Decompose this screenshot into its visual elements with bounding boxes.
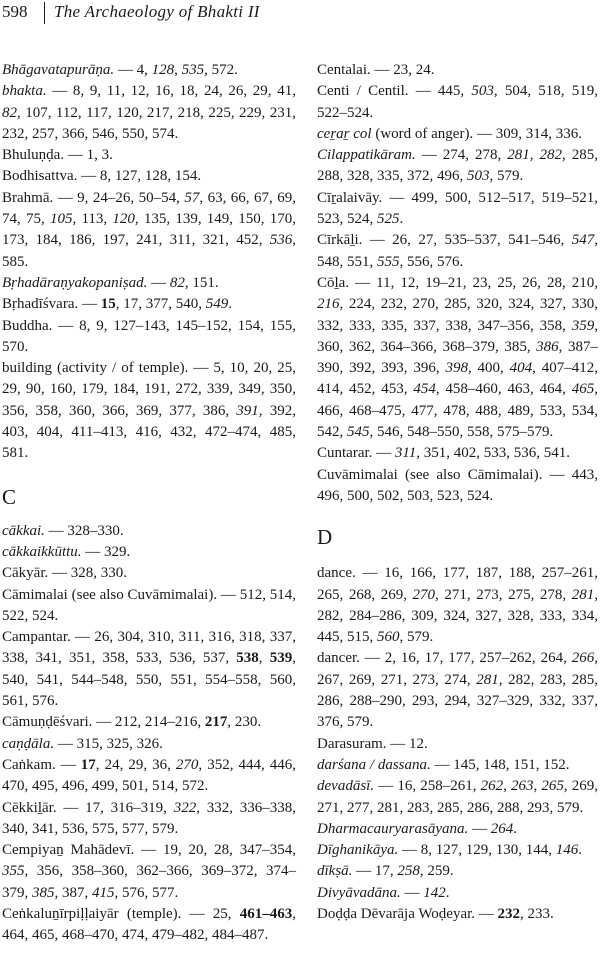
italic-text: 120 — [112, 211, 135, 228]
index-entry — [2, 585, 296, 628]
italic-text: 258 — [397, 863, 420, 880]
entry-text: , 271, 273, 275, 278, — [435, 586, 572, 603]
italic-text: 536 — [269, 232, 293, 249]
entry-text: , — [174, 62, 182, 78]
entry-text: Darasuram. — 12. — [317, 735, 428, 752]
entry-text: Cākyār. — 328, 330. — [2, 565, 127, 582]
italic-text: 270 — [175, 756, 199, 773]
entry-text: , 259. — [419, 863, 454, 880]
entry-text: Cuvāmimalai (see also Cāmimalai). — 443, 496, 500, 502, 503, 523, 524. — [317, 466, 598, 504]
index-entry — [317, 60, 598, 81]
entry-text: — — [147, 274, 170, 291]
italic-text: 266 — [571, 650, 595, 667]
italic-text: 355 — [2, 863, 25, 880]
entry-text: , 458–460, 463, 464, — [435, 381, 572, 398]
entry-text: Brahmā. — 9, 24–26, 50–54, — [2, 189, 185, 206]
italic-text: 503 — [467, 168, 490, 185]
italic-text: 322 — [173, 799, 197, 816]
index-entry — [317, 819, 598, 840]
index-entry — [2, 734, 296, 755]
entry-text: , 107, 112, 117, 120, 217, 218, 225, 229, 231, 232, 257, 366, 546, 550, 574. — [2, 104, 296, 142]
entry-text: , 352, 444, 446, 470, 495, 496, 499, 501, 514, 572. — [2, 756, 297, 795]
entry-text: — 8, 127, 129, 130, 144, — [398, 842, 556, 859]
entry-text: . — [578, 842, 582, 859]
index-entry — [2, 904, 296, 947]
italic-text: cākkai. — [2, 522, 45, 539]
entry-text: , 267, 269, 271, 273, 274, — [317, 650, 598, 688]
index-column-left — [2, 60, 296, 947]
entry-text: , 135, 139, 149, 150, 170, 173, 184, 186, 197, 241, 311, 321, 452, — [2, 211, 297, 249]
entry-text: (word of anger). — 309, 314, 336. — [371, 125, 582, 142]
italic-text: Dīghanikāya. — [317, 842, 399, 859]
entry-text: Bodhisattva. — 8, 127, 128, 154. — [2, 168, 202, 185]
italic-text: 281 — [507, 147, 530, 164]
index-entry — [317, 81, 598, 124]
entry-text: — 8, 9, 11, 12, 16, 18, 24, 26, 29, 41, — [46, 83, 296, 100]
entry-text: . — [399, 211, 404, 228]
italic-text: 503 — [471, 83, 494, 100]
entry-text: , 351, 402, 533, 536, 541. — [416, 445, 571, 462]
entry-text: , 556, 576. — [399, 253, 464, 270]
entry-text: Caṅkam. — — [2, 756, 81, 773]
entry-text: , 576, 577. — [114, 884, 179, 901]
italic-text: 216 — [317, 296, 340, 313]
italic-text: Bhāgavatapurāṇa. — [2, 62, 115, 78]
entry-text: — 329. — [81, 543, 131, 560]
italic-text: 454 — [413, 381, 436, 398]
italic-text: Bṛhadāraṇyakopaniṣad. — [2, 274, 148, 291]
italic-text: 555 — [377, 253, 400, 270]
page-number: 598 — [2, 2, 28, 21]
index-entry — [2, 294, 296, 315]
italic-text: 525 — [377, 211, 400, 228]
entry-text: , 400, — [467, 360, 510, 377]
index-entry — [317, 840, 598, 861]
italic-text: 560 — [377, 629, 400, 646]
index-entry — [2, 840, 296, 904]
italic-text: 264 — [490, 820, 514, 837]
bold-text: 17 — [80, 756, 96, 773]
italic-text: bhakta. — [2, 83, 47, 100]
index-entry — [2, 81, 296, 145]
entry-text: , 269, 271, 277, 281, 283, 285, 286, 288, 293, 579. — [317, 778, 599, 816]
entry-text: Centi / Centil. — 445, — [317, 83, 472, 100]
entry-text: , 151. — [184, 274, 219, 291]
bold-text: 538 — [236, 650, 259, 667]
entry-text: , 224, 232, 270, 285, 320, 324, 327, 330, 332, 333, 335, 337, 338, 347–356, 358, — [317, 296, 598, 334]
index-entry — [317, 145, 598, 188]
entry-text: Cāmuṇḍēśvari. — 212, 214–216, — [2, 714, 205, 731]
entry-text: — 328–330. — [44, 522, 124, 539]
entry-text: , 113, — [72, 211, 113, 228]
entry-text: Cōḻa. — 11, 12, 19–21, 23, 25, 26, 28, 210, — [317, 274, 598, 291]
italic-text: 547 — [571, 232, 595, 249]
index-entry — [317, 648, 598, 733]
italic-text: 265 — [541, 778, 564, 795]
entry-text: , 464, 465, 468–470, 474, 479–482, 484–487. — [2, 905, 296, 944]
italic-text: Dharmacauryarasāyana. — [317, 820, 469, 837]
index-entry — [317, 273, 598, 443]
index-entry — [317, 755, 598, 776]
entry-text: — — [400, 884, 424, 901]
entry-text: Bṛhadīśvara. — — [2, 296, 101, 313]
index-entry — [317, 734, 598, 755]
index-entry — [317, 776, 598, 819]
italic-text: caṇḍāla. — [2, 735, 55, 752]
entry-text: , 282, 283, 285, 286, 288–290, 293, 294, 327–329, 332, 337, 376, 579. — [317, 671, 598, 731]
entry-text: , 387–390, 392, 393, 396, — [317, 338, 599, 377]
index-entry — [2, 798, 296, 841]
entry-text: , 24, 29, 36, — [95, 756, 176, 773]
entry-text: — 315, 325, 326. — [54, 735, 163, 752]
italic-text: 391 — [236, 402, 259, 419]
index-entry — [317, 188, 598, 231]
index-entry — [2, 563, 296, 584]
entry-text: , 548, 551, — [317, 232, 598, 270]
entry-text: Cempiyaṉ Mahādevī. — 19, 20, 28, 347–354, — [2, 842, 296, 859]
index-entry — [2, 712, 296, 733]
index-entry — [317, 465, 598, 508]
italic-text: 262 — [480, 778, 504, 795]
italic-text: 128 — [151, 62, 175, 78]
index-entry — [2, 542, 296, 563]
entry-text: — 16, 258–261, — [374, 778, 481, 795]
entry-text: , 546, 548–550, 558, 575–579. — [369, 424, 554, 441]
entry-text: — 145, 148, 151, 152. — [430, 756, 570, 773]
index-entry — [2, 521, 296, 542]
index-entry — [2, 273, 296, 294]
entry-text: , 332, 336–338, 340, 341, 536, 575, 577, 579. — [2, 799, 296, 837]
italic-text: 415 — [92, 884, 115, 901]
index-entry — [317, 230, 598, 273]
italic-text: 282 — [539, 147, 563, 164]
header-divider — [44, 2, 45, 24]
italic-text: Cilappatikāram. — [317, 147, 416, 164]
entry-text: building (activity / of temple). — 5, 10, 20, 25, 29, 90, 160, 179, 184, 191, 272, 339, 349, 350, 356, 358, 360, 366, 369, 377, 386, — [2, 360, 296, 419]
italic-text: devadāsī. — [317, 778, 375, 795]
entry-text: , 585. — [2, 232, 296, 270]
bold-text: 232 — [497, 905, 521, 922]
entry-text: , 540, 541, 544–548, 550, 551, 554–558, 560, 561, 576. — [2, 650, 296, 710]
italic-text: 398 — [445, 360, 468, 377]
index-column-right — [317, 60, 598, 925]
index-entry — [2, 358, 296, 464]
entry-text: , — [258, 650, 270, 667]
index-entry — [2, 60, 296, 81]
index-entry — [2, 166, 296, 187]
entry-text: — — [468, 820, 491, 837]
italic-text: 281 — [476, 671, 499, 688]
entry-text: , 387, — [54, 884, 92, 901]
section-letter: C — [2, 484, 17, 509]
entry-text: , 285, 288, 328, 335, 372, 496, — [317, 147, 599, 185]
entry-text: , 407–412, 414, 452, 453, — [317, 360, 599, 398]
italic-text: 404 — [509, 360, 533, 377]
italic-text: Divyāvadāna. — [317, 884, 401, 901]
entry-text: Buddha. — 8, 9, 127–143, 145–152, 154, 155, 570. — [2, 317, 296, 355]
index-entry — [2, 755, 296, 798]
running-title: The Archaeology of Bhakti II — [54, 2, 260, 21]
italic-text: cākkaikkūttu. — [2, 543, 82, 560]
entry-text: Doḍḍa Dēvarāja Woḍeyar. — — [317, 905, 498, 922]
entry-text: , 17, 377, 540, — [115, 296, 206, 313]
bold-text: 15 — [100, 296, 116, 313]
entry-text: Cīṟalaivāy. — 499, 500, 512–517, 519–521, 523, 524, — [317, 189, 598, 228]
entry-text: , 579. — [489, 168, 524, 185]
index-entry — [2, 145, 296, 166]
italic-text: 386 — [536, 338, 559, 355]
entry-text: . — [228, 296, 232, 313]
italic-text: 142 — [423, 884, 446, 901]
entry-text: . — [513, 820, 517, 837]
entry-text: , — [533, 778, 542, 795]
entry-text: dance. — 16, 166, 177, 187, 188, 257–261, 265, 268, 269, — [317, 565, 598, 603]
entry-text: — 17, — [352, 863, 398, 880]
italic-text: ceṟaṟ col — [317, 125, 372, 142]
italic-text: 82 — [169, 274, 185, 291]
italic-text: 281 — [571, 586, 595, 603]
italic-text: 270 — [412, 586, 436, 603]
index-entry — [317, 904, 598, 925]
entry-text: , 392, 403, 404, 411–413, 416, 432, 472–474, 485, 581. — [2, 402, 296, 462]
index-entry — [317, 883, 598, 904]
entry-text: , 572. — [204, 62, 238, 78]
index-entry — [2, 627, 296, 712]
entry-text: Cīrkāḻi. — 26, 27, 535–537, 541–546, — [317, 232, 572, 249]
entry-text: — 4, — [114, 62, 152, 78]
entry-text: , 230. — [227, 714, 262, 731]
italic-text: 57 — [184, 189, 200, 206]
italic-text: 465 — [571, 381, 595, 398]
bold-text: 539 — [269, 650, 293, 667]
entry-text: . — [445, 884, 450, 901]
italic-text: 82 — [2, 104, 17, 121]
italic-text: 311 — [394, 445, 417, 462]
entry-text: , 360, 362, 364–366, 368–379, 385, — [317, 317, 598, 355]
entry-text: dancer. — 2, 16, 17, 177, 257–262, 264, — [317, 650, 572, 667]
index-entry — [2, 188, 296, 273]
italic-text: darśana / dassana. — [317, 756, 431, 773]
italic-text: 385 — [32, 884, 55, 901]
entry-text: , 233. — [520, 905, 554, 922]
entry-text: Centalai. — 23, 24. — [317, 62, 435, 78]
entry-text: , 282, 284–286, 309, 324, 327, 328, 333, 334, 445, 515, — [317, 586, 598, 646]
entry-text: Cēkkiḻār. — 17, 316–319, — [2, 799, 174, 816]
entry-text: , 579. — [399, 629, 434, 646]
page-header — [0, 0, 600, 48]
index-entry — [317, 124, 598, 145]
entry-text: , 466, 468–475, 477, 478, 488, 489, 533, 534, 542, — [317, 381, 599, 441]
entry-text: Cāmimalai (see also Cuvāmimalai). — 512, 514, 522, 524. — [2, 586, 296, 624]
entry-text: Ceṅkaluṉīrpiḷḷaiyār (temple). — 25, — [2, 905, 240, 922]
italic-text: 535 — [181, 62, 205, 78]
italic-text: 263 — [511, 778, 534, 795]
entry-text: , 63, 66, 67, 69, 74, 75, — [2, 189, 297, 228]
italic-text: 359 — [571, 317, 595, 334]
italic-text: 146 — [555, 842, 579, 859]
entry-text: Campantar. — 26, 304, 310, 311, 316, 318, 337, 338, 341, 351, 358, 533, 536, 537, — [2, 629, 296, 667]
section-letter: D — [317, 525, 333, 550]
entry-text: — 274, 278, — [415, 147, 508, 164]
bold-text: 217 — [204, 714, 228, 731]
italic-text: 545 — [347, 424, 370, 441]
index-entry — [317, 563, 598, 648]
entry-text: , — [503, 778, 511, 795]
italic-text: 105 — [49, 211, 73, 228]
index-entry — [317, 443, 598, 464]
entry-text: Cuntarar. — — [317, 445, 395, 462]
entry-text: Bhuluṇḍa. — 1, 3. — [2, 147, 113, 164]
bold-text: 461–463 — [239, 905, 293, 922]
index-entry — [317, 861, 598, 882]
entry-text: , — [529, 147, 540, 164]
italic-text: dīkṣā. — [317, 863, 353, 880]
entry-text: , 504, 518, 519, 522–524. — [317, 83, 598, 121]
italic-text: 549 — [205, 296, 229, 313]
index-entry — [2, 316, 296, 359]
entry-text: , 356, 358–360, 362–366, 369–372, 374–379, — [2, 863, 296, 901]
